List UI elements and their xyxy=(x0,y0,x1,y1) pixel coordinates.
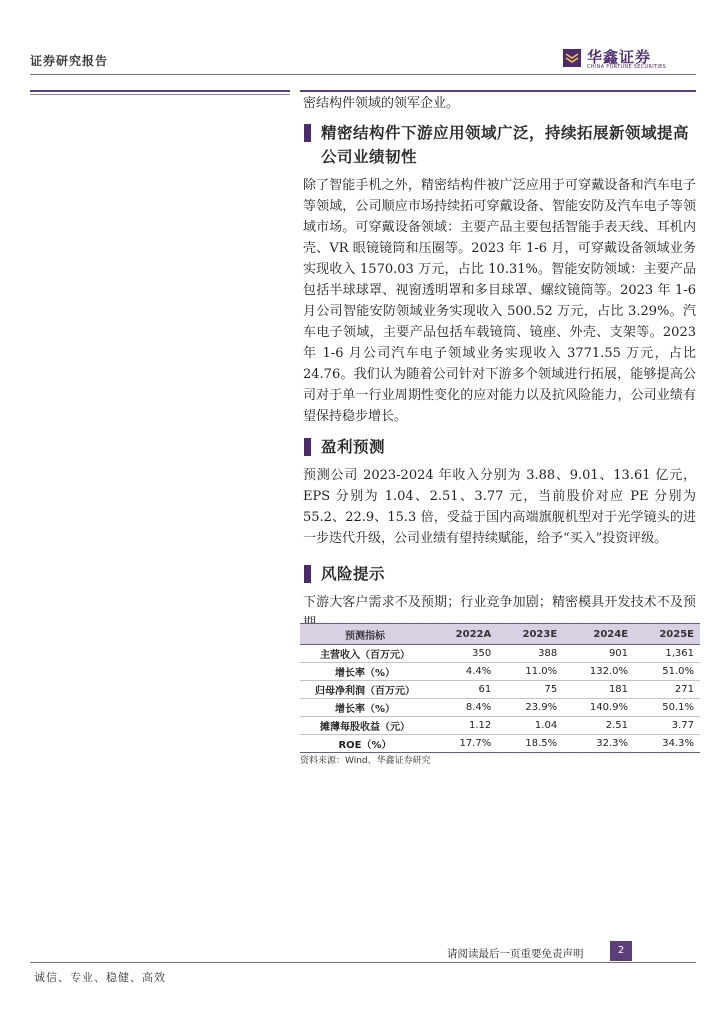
brand-logo-icon xyxy=(563,49,581,67)
table-cell: 132.0% xyxy=(563,663,634,681)
table-cell: 51.0% xyxy=(634,663,700,681)
table-cell: 1.12 xyxy=(430,717,497,735)
table-cell: 3.77 xyxy=(634,717,700,735)
table-cell: 1,361 xyxy=(634,645,700,663)
section-body-forecast: 预测公司 2023-2024 年收入分别为 3.88、9.01、13.61 亿元，EPS 分别为 1.04、2.51、3.77 元，当前股价对应 PE 分别为 55.2、22.9、15.3 倍，受益于国内高端旗舰机型对于光学镜头的进一步迭代升级，公司业绩有望持续赋能，给予“买入”投资评级。 xyxy=(303,468,696,546)
table-cell: 181 xyxy=(563,681,634,699)
sidebar-divider-thick xyxy=(30,90,290,92)
table-cell: 140.9% xyxy=(563,699,634,717)
row-label: 归母净利润（百万元） xyxy=(300,681,430,699)
footer-divider xyxy=(30,962,696,963)
table-cell: 1.04 xyxy=(497,717,563,735)
table-cell: 23.9% xyxy=(497,699,563,717)
section-body-applications: 除了智能手机之外，精密结构件被广泛应用于可穿戴设备和汽车电子等领域，公司顺应市场持续拓可穿戴设备、智能安防及汽车电子等领域市场。可穿戴设备领域：主要产品主要包括智能手表天线、耳机内壳、VR 眼镜镜筒和压圈等。2023 年 1-6 月，可穿戴设备领域业务实现收入 1570.03 万元，占比 10.31%。智能安防领域：主要产品包括半球球罩、视窗透明罩和多目球罩、螺纹镜筒等。2023 年 1-6 月公司智能安防领域业务实现收入 500.52 万元，占比 3.29%。汽车电子领域，主要产品包括车载镜筒、镜座、外壳、支架等。2023 年 1-6 月公司汽车电子领域业务实现收入 3771.55 万元，占比 24.76。我们认为随着公司针对下游多个领域进行拓展，能够提高公司对于单一行业周期性变化的应对能力以及抗风险能力，公司业绩有望保持稳步增长。 xyxy=(303,178,696,424)
table-cell: 350 xyxy=(430,645,497,663)
section-heading-risk: 风险提示 xyxy=(303,562,696,586)
table-cell: 901 xyxy=(563,645,634,663)
disclaimer-link[interactable]: 请阅读最后一页重要免责声明 xyxy=(447,948,584,960)
table-cell: 4.4% xyxy=(430,663,497,681)
row-label: 增长率（%） xyxy=(300,663,430,681)
table-header-cell: 2022A xyxy=(430,624,497,645)
table-cell: 8.4% xyxy=(430,699,497,717)
intro-tail-text: 密结构件领域的领军企业。 xyxy=(303,96,460,111)
brand-logo xyxy=(563,46,673,72)
table-cell: 11.0% xyxy=(497,663,563,681)
table-cell: 388 xyxy=(497,645,563,663)
section-heading-applications: 精密结构件下游应用领域广泛，持续拓展新领域提高公司业绩韧性 xyxy=(303,121,696,169)
section-heading-forecast: 盈利预测 xyxy=(303,435,696,459)
table-row xyxy=(300,681,700,699)
section-body-risk: 下游大客户需求不及预期；行业竞争加剧；精密模具开发技术不及预 xyxy=(303,595,696,610)
main-content xyxy=(303,93,696,634)
row-label: 主营收入（百万元） xyxy=(300,645,430,663)
table-header-cell: 2025E xyxy=(634,624,700,645)
table-row xyxy=(300,735,700,753)
table-cell: 271 xyxy=(634,681,700,699)
table-header-cell: 2024E xyxy=(563,624,634,645)
table-source-note: 资料来源：Wind、华鑫证券研究 xyxy=(300,756,431,766)
forecast-table xyxy=(300,623,700,753)
content-top-divider xyxy=(300,90,696,92)
brand-name-cn: 华鑫证券 xyxy=(587,48,652,66)
table-cell: 18.5% xyxy=(497,735,563,753)
header-divider xyxy=(30,74,696,75)
table-cell: 2.51 xyxy=(563,717,634,735)
table-cell: 50.1% xyxy=(634,699,700,717)
table-row xyxy=(300,699,700,717)
table-row xyxy=(300,663,700,681)
table-cell: 34.3% xyxy=(634,735,700,753)
footer-slogan: 诚信、专业、稳健、高效 xyxy=(34,971,166,984)
brand-name-en: CHINA FORTUNE SECURITIES xyxy=(587,64,667,70)
report-type-label: 证券研究报告 xyxy=(30,54,109,68)
table-header-row xyxy=(300,624,700,645)
table-row xyxy=(300,645,700,663)
row-label: ROE（%） xyxy=(300,735,430,753)
row-label: 增长率（%） xyxy=(300,699,430,717)
page-number: 2 xyxy=(610,941,632,961)
table-header-cell: 预测指标 xyxy=(300,624,430,645)
table-row xyxy=(300,717,700,735)
row-label: 摊薄每股收益（元） xyxy=(300,717,430,735)
sidebar-divider-thin xyxy=(30,94,290,95)
table-cell: 17.7% xyxy=(430,735,497,753)
table-cell: 75 xyxy=(497,681,563,699)
table-cell: 32.3% xyxy=(563,735,634,753)
table-header-cell: 2023E xyxy=(497,624,563,645)
table-cell: 61 xyxy=(430,681,497,699)
